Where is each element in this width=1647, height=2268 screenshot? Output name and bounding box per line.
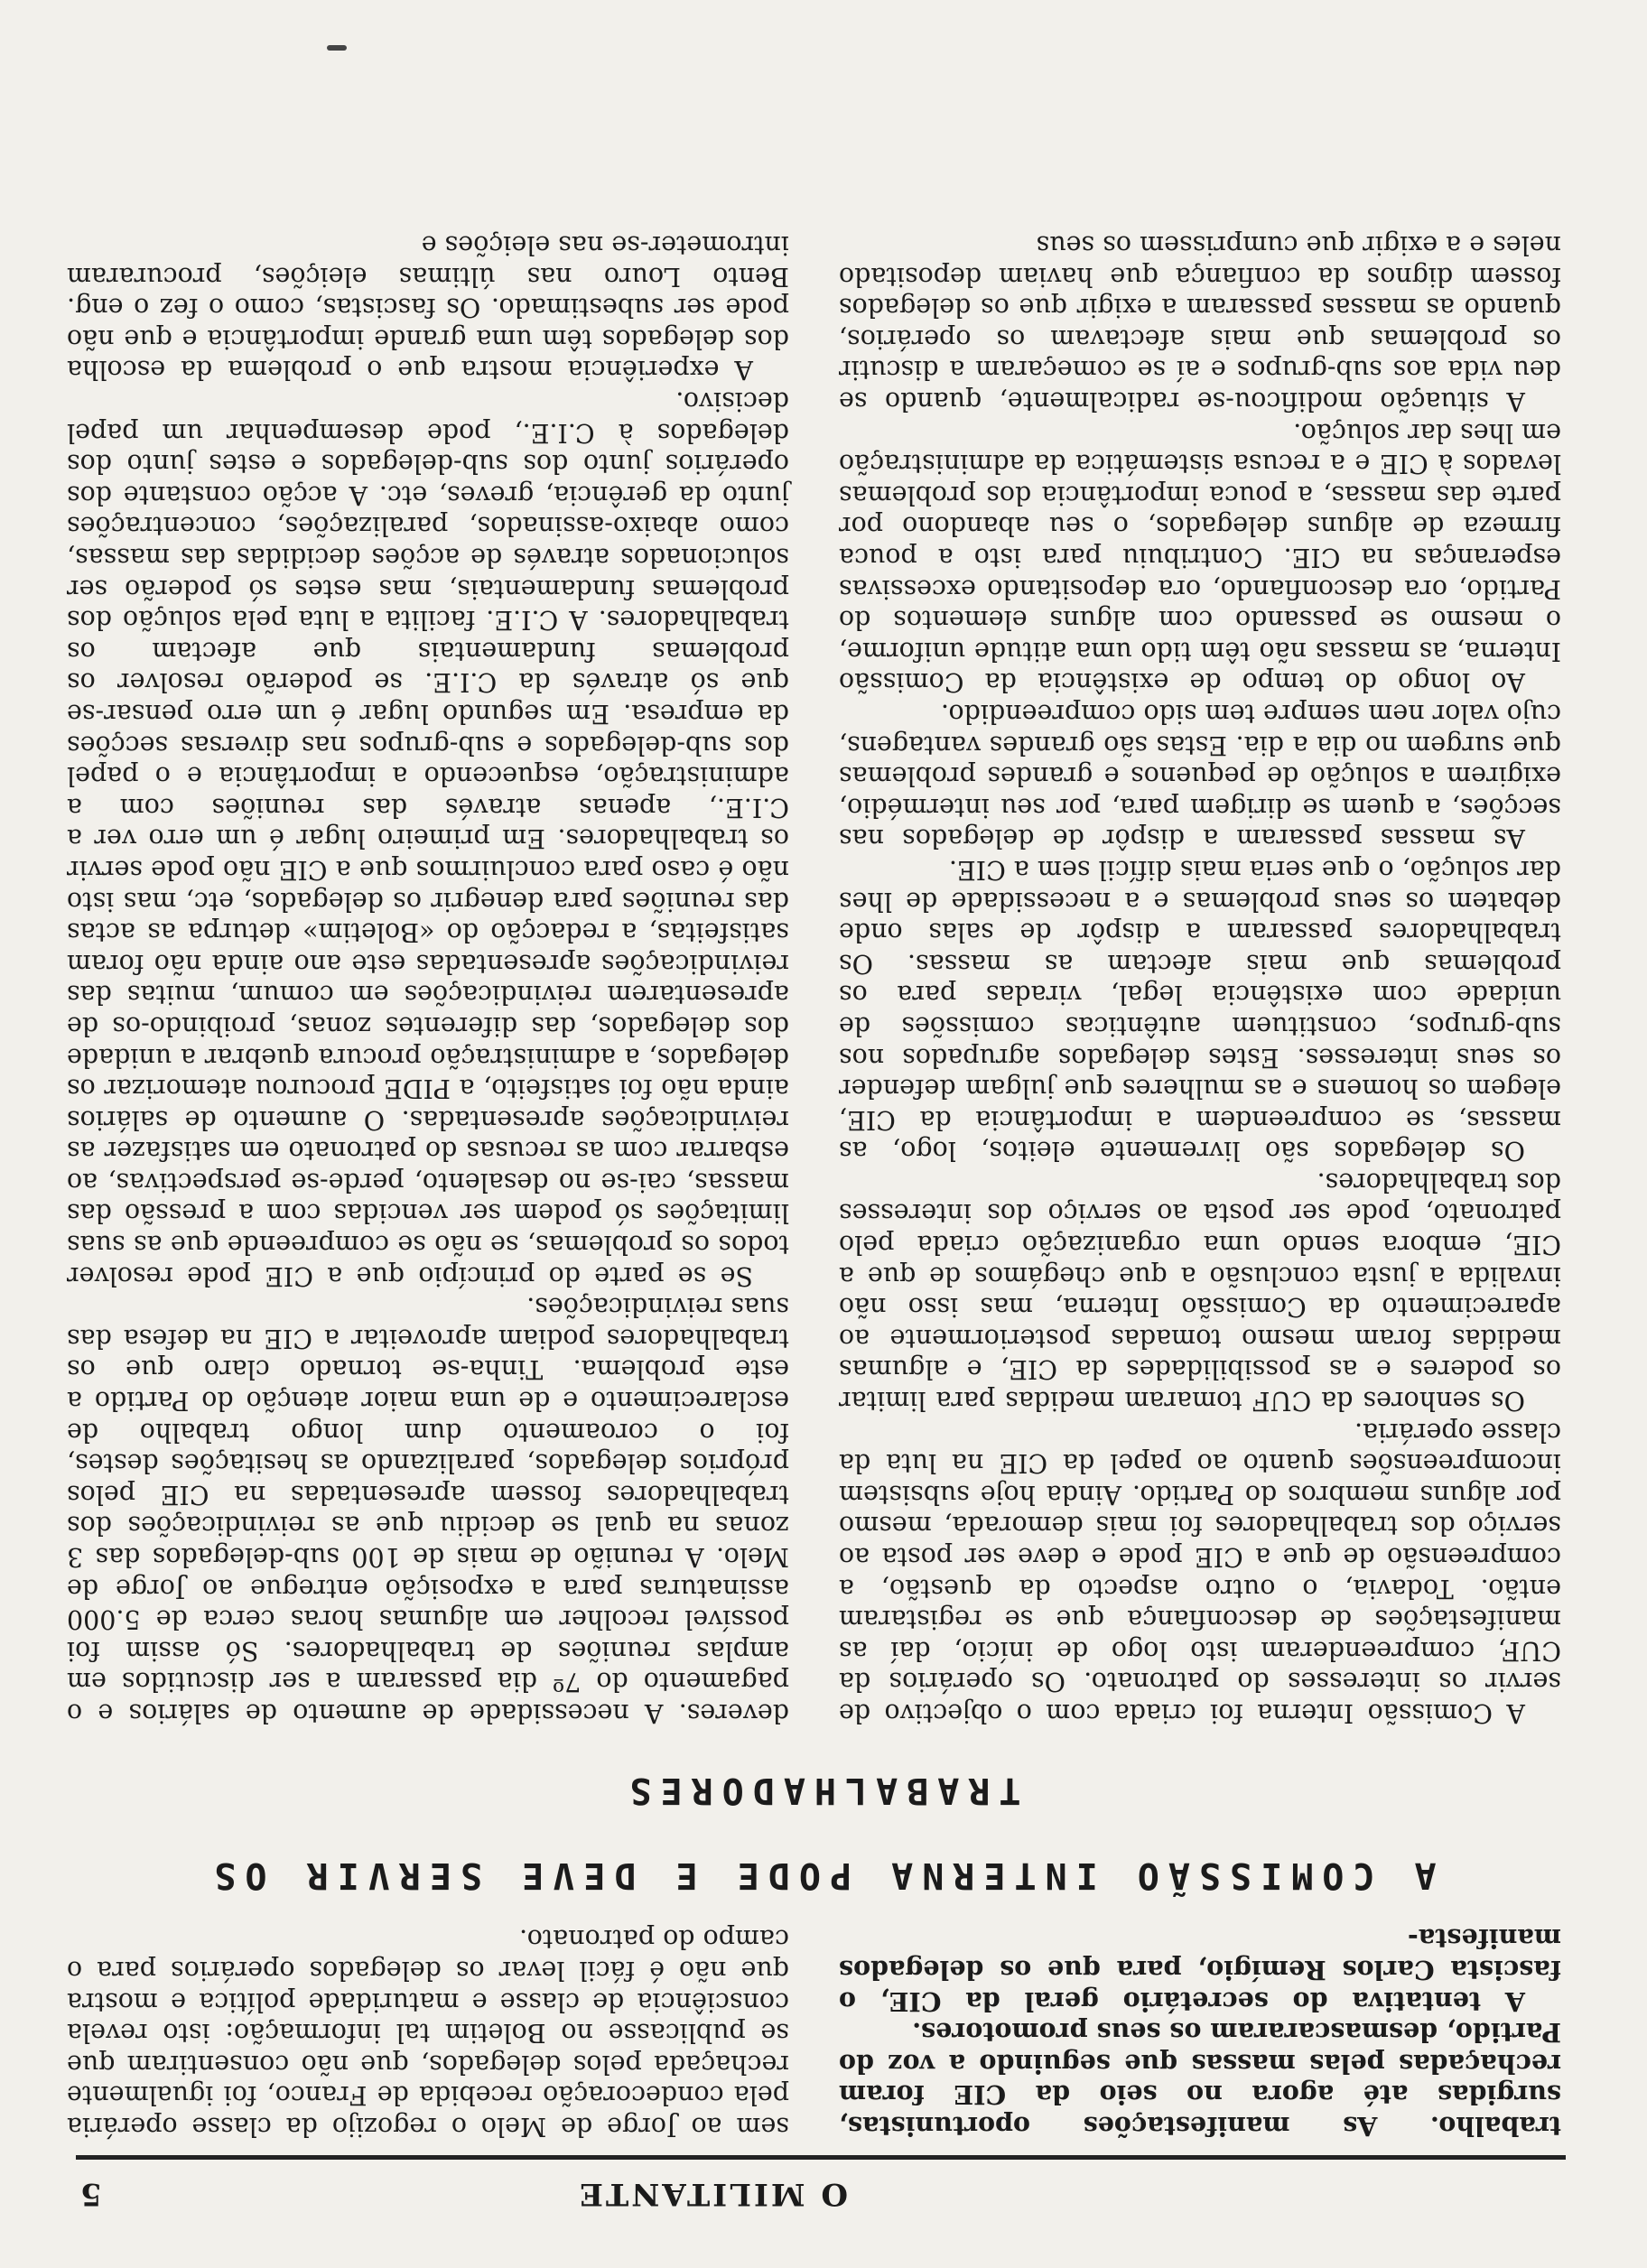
paragraph: sem ao Jorge de Melo o regozijo da classe operária pela condecoração recebida de Franco, foi igualmente rechaçada pelos delegados, que não consentiram que se publicasse no Boletim tal informação: isto revela consciência de classe e maturidade política e mostra que não é fácil levar os delegados operários para o campo do patronato.	[67, 1924, 789, 2142]
paragraph: Se se parte do princípio que a CIE pode resolver todos os problemas, se não se compreende que as suas limitações só podem ser vencidas com a pressão das massas, cai-se no desalento, perde-se perspectivas, ao esbarrar com as recusas do patronato em satisfazer as reivindicações apresentadas. O aumento de salários ainda não foi satisfeito, a PIDE procurou atemorizar os delegados, a administração procura quebrar a unidade dos delegados, das diferentes zonas, proibindo-os de apresentarem reivindicações em comum, muitas das reivindicações apresentadas este ano ainda não foram satisfeitas, a redacção do «Boletim» deturpa as actas das reuniões para denegrir os delegados, etc, mas isto não é caso para concluirmos que a CIE não pode servir os trabalhadores. Em primeiro lugar é um erro ver a C.I.E., apenas através das reuniões com a administração, esquecendo a importância e o papel dos sub-delegados e sub-grupos nas diversas secções da empresa. Em segundo lugar é um erro pensar-se que só através da C.I.E. se poderão resolver os problemas fundamentais que afectam os trabalhadores. A C.I.E. facilita a luta pela solução dos problemas fundamentais, mas estes só poderão ser solucionados através de acções decididas das massas, como abaixo-assinados, paralizações, concentrações junto da gerência, greves, etc. A acção constante dos operários junto dos sub-delegados e estes junto dos delegados à C.I.E., pode desempenhar um papel decisivo.	[67, 386, 789, 1291]
header-rule	[76, 2155, 1566, 2160]
paragraph: deveres. A necessidade de aumento de salários e o pagamento do 7º dia passaram a ser discutidos em amplas reuniões de trabalhadores. Só assim foi possível recolher em algumas horas cerca de 5.000 assinaturas para a exposição entregue ao Jorge de Melo. A reunião de mais de 100 sub-delegados das 3 zonas na qual se decidiu que as reivindicações dos trabalhadores fossem apresentadas na CIE pelos próprios delegados, paralizando as hesitações destes, foi o coroamento dum longo trabalho de esclarecimento e de uma maior atenção do Partido a este problema. Tinha-se tornado claro que os trabalhadores podiam aproveitar a CIE na defesa das suas reivindicações.	[67, 1292, 789, 1728]
paragraph: As massas passaram a dispôr de delegados nas secções, a quem se dirigem para, por seu intermédio, exigirem a solução de pequenos e grandes problemas que surgem no dia a dia. Estas são grandes vantagens, cujo valor nem sempre tem sido compreendido.	[839, 699, 1561, 854]
top-left-column	[839, 1911, 1561, 2142]
paragraph: trabalho. As manifestações oportunistas, surgidas até agora no seio da CIE foram rechaçadas pelas massas que seguindo a voz do Partido, desmascararam os seus promotores.	[839, 2017, 1561, 2142]
paragraph: A Comissão Interna foi criada com o objectivo de servir os interesses do patronato. Os operários da CUF, compreenderam isto logo de início, daí as manifestações de desconfiança que se registaram então. Todavia, o outro aspecto da questão, a compreensão de que a CIE pode e deve ser posta ao serviço dos trabalhadores foi mais demorada, mesmo por alguns membros do Partido. Ainda hoje subsistem incompreensões quanto ao papel da CIE na luta da classe operária.	[839, 1417, 1561, 1728]
article-headline: A COMISSÃO INTERNA PODE E DEVE SERVIR OS	[205, 1854, 1437, 1896]
article-left-column	[839, 49, 1561, 1728]
paragraph: Os senhores da CUF tomaram medidas para limitar os poderes e as possibilidades da CIE, e algumas medidas foram mesmo tomadas posteriormente ao aparecimento da Comissão Interna, mas isso não invalida a justa conclusão a que chegámos de que a CIE, embora sendo uma organização criada pelo patronato, pode ser posta ao serviço dos interesses dos trabalhadores.	[839, 1167, 1561, 1417]
publication-title: O MILITANTE	[577, 2176, 848, 2212]
page-number: 5	[80, 2176, 102, 2212]
article-headline-line-2: TRABALHADORES	[620, 1770, 1021, 1811]
ink-smudge	[327, 45, 347, 51]
paragraph: A experiência mostra que o problema da escolha dos delegados têm uma grande importância e que não pode ser subestimado. Os fascistas, como o fez o eng. Bento Louro nas últimas eleições, procuraram intrometer-se nas eleições e	[67, 230, 789, 386]
paragraph: Os delegados são livremente eleitos, logo, as massas, se compreendem a importância da CIE, elegem os homens e as mulheres que julgam defender os seus interesses. Estes delegados agrupados nos sub-grupos, constituem autênticas comissões de unidade com existência legal, viradas para os problemas que mais afectam as massas. Os trabalhadores passaram a dispôr de salas onde debatem os seus problemas e a necessidade de lhes dar solução, o que seria mais difícil sem a CIE.	[839, 854, 1561, 1167]
top-right-column	[67, 1911, 789, 2142]
paragraph: A situação modificou-se radicalmente, quando se deu vida aos sub-grupos e aí se começaram a discutir os problemas que mais afectavam os operários, quando as massas passaram a exigir que os delegados fossem dignos da confiança que haviam depositado neles e a exigir que cumprissem os seus	[839, 230, 1561, 417]
paragraph: Ao longo do tempo de existência da Comissão Interna, as massas não têm tido uma atitude uniforme, o mesmo se passando com alguns elementos do Partido, ora desconfiando, ora depositando excessivas esperanças na CIE. Contribuiu para isto a pouca firmeza de alguns delegados, o seu abandono por parte das massas, a pouca importância dos problemas levados à CIE e a recusa sistemática da administração em lhes dar solução.	[839, 417, 1561, 698]
paragraph: A tentativa do secretário geral da CIE, o fascista Carlos Remígio, para que os delegados manifesta-	[839, 1923, 1561, 2017]
running-head	[80, 2158, 1561, 2212]
article-right-column	[67, 49, 789, 1728]
